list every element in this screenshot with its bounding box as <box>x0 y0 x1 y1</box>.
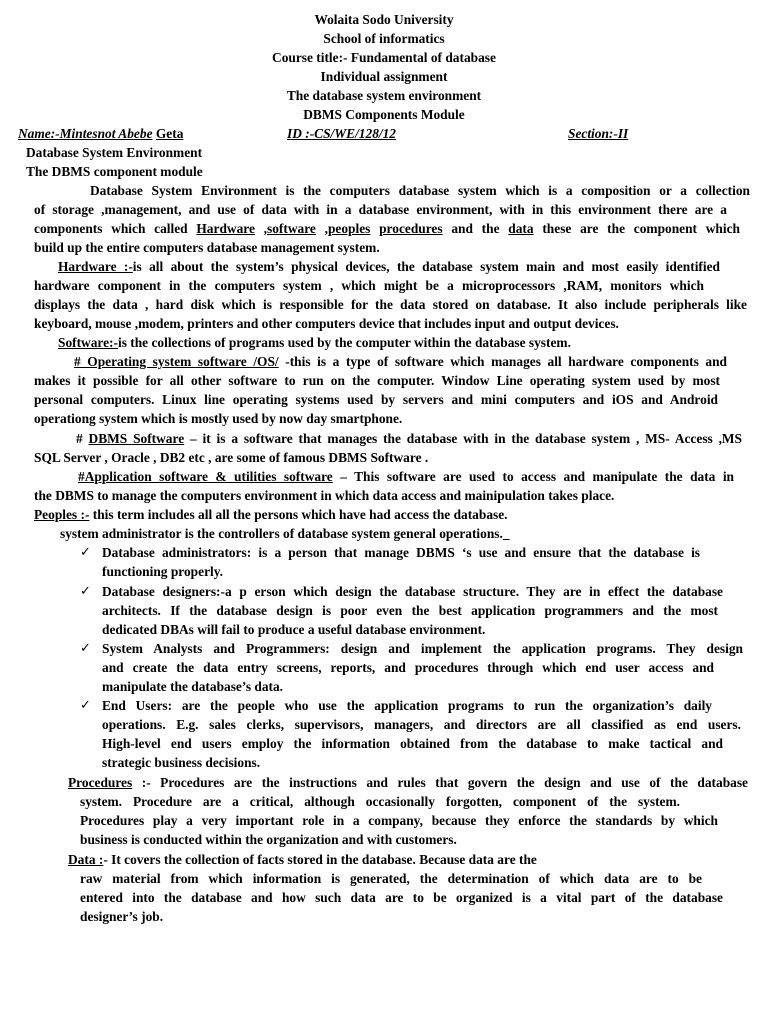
data-term: Data : <box>68 852 104 867</box>
intro-line: components which called Hardware ,software ,peoples procedures and the data these are the component which <box>34 221 740 236</box>
university-title: Wolaita Sodo University <box>314 12 454 27</box>
people-role-line: dedicated DBAs will fail to produce a useful database environment. <box>102 622 486 637</box>
procedures-line: system. Procedure are a critical, although occasionally forgotten, component of the system. <box>80 794 680 809</box>
hardware-line: hardware component in the computers system , which might be a microprocessors ,RAM, monitors which <box>34 278 704 293</box>
people-role-line: operations. E.g. sales clerks, supervisors, managers, and directors are all classified as end users. <box>102 717 741 732</box>
intro-line: build up the entire computers database management system. <box>34 240 380 255</box>
heading-module: The DBMS component module <box>26 164 203 179</box>
student-section: Section:-II <box>568 126 629 141</box>
dbms-line: # DBMS Software – it is a software that manages the database with in the database system , MS- Access ,MS <box>76 431 742 446</box>
intro-line: Database System Environment is the computers database system which is a composition or a collection <box>90 183 750 198</box>
people-role-line: and create the data entry screens, reports, and procedures through which end user access and <box>102 660 714 675</box>
os-term: # Operating system software /OS/ <box>74 354 279 369</box>
people-role-line: End Users: are the people who use the application programs to run the organization’s daily <box>102 698 712 713</box>
data-line: raw material from which information is generated, the determination of which data are to be <box>80 871 702 886</box>
os-line: operationg system which is mostly used by now day smartphone. <box>34 411 403 426</box>
assignment-type: Individual assignment <box>320 69 448 84</box>
people-role-line: strategic business decisions. <box>102 755 261 770</box>
student-id: ID :-CS/WE/128/12 <box>287 126 397 141</box>
people-role-line: System Analysts and Programmers: design and implement the application programs. They design <box>102 641 743 656</box>
data-line: designer’s job. <box>80 909 164 924</box>
people-role-line: manipulate the database’s data. <box>102 679 284 694</box>
check-icon: ✓ <box>80 698 91 713</box>
software-line: Software:-is the collections of programs used by the computer within the database system. <box>58 335 571 350</box>
heading-environment: Database System Environment <box>26 145 203 160</box>
peoples-line: Peoples :- this term includes all all the persons which have had access the database. <box>34 507 508 522</box>
course-title: Course title:- Fundamental of database <box>272 50 496 65</box>
peoples-term: Peoples :- <box>34 507 90 522</box>
term-peoples: peoples <box>327 221 371 236</box>
os-line: personal computers. Linux line operating systems used by servers and mini computers and iOS and Android <box>34 392 718 407</box>
app-software-line: the DBMS to manage the computers environment in which data access and mainipulation takes place. <box>34 488 615 503</box>
people-role-line: architects. If the database design is poor even the best application programmers and the most <box>102 603 718 618</box>
app-software-line: #Application software & utilities software – This software are used to access and manipulate the data in <box>78 469 734 484</box>
people-role-line: functioning properly. <box>102 564 224 579</box>
check-icon: ✓ <box>80 584 91 599</box>
procedures-line: Procedures :- Procedures are the instructions and rules that govern the design and use of the database <box>68 775 748 790</box>
term-procedures: procedures <box>379 221 443 236</box>
term-software: software <box>267 221 316 236</box>
os-line: # Operating system software /OS/ -this is a type of software which manages all hardware components and <box>74 354 727 369</box>
procedures-line: business is conducted within the organization and with customers. <box>80 832 457 847</box>
hardware-line: keyboard, mouse ,modem, printers and other computers device that includes input and output devices. <box>34 316 619 331</box>
assignment-topic: The database system environment <box>286 88 482 103</box>
module-title: DBMS Components Module <box>303 107 465 122</box>
intro-line: of storage ,management, and use of data with in a database environment, with in this environment there are a <box>34 202 727 217</box>
data-line: entered into the database and how such data are to be organized is a vital part of the database <box>80 890 723 905</box>
term-data: data <box>508 221 534 236</box>
people-role-line: Database designers:-a p erson which design the database structure. They are in effect the database <box>102 584 723 599</box>
school-name: School of informatics <box>323 31 445 46</box>
software-term: Software:- <box>58 335 118 350</box>
check-icon: ✓ <box>80 545 91 560</box>
app-software-term: #Application software & utilities software <box>78 469 333 484</box>
dbms-term: DBMS Software <box>88 431 185 446</box>
term-hardware: Hardware <box>196 221 255 236</box>
peoples-line: system administrator is the controllers of database system general operations._ <box>60 526 510 541</box>
student-name: Name:-Mintesnot Abebe Geta <box>18 126 184 141</box>
procedures-line: Procedures play a very important role in a company, because they enforce the standards by which <box>80 813 718 828</box>
hardware-term: Hardware :- <box>58 259 133 274</box>
people-role-line: Database administrators: is a person that manage DBMS ‘s use and ensure that the database is <box>102 545 700 560</box>
people-role-line: High-level end users employ the information obtained from the database to make tactical and <box>102 736 723 751</box>
os-line: makes it possible for all other software to run on the computer. Window Line operating system used by most <box>34 373 720 388</box>
data-line: Data :- It covers the collection of facts stored in the database. Because data are the <box>68 852 537 867</box>
procedures-term: Procedures <box>68 775 133 790</box>
check-icon: ✓ <box>80 641 91 656</box>
hardware-line: displays the data , hard disk which is responsible for the data stored on database. It also include peripherals like <box>34 297 747 312</box>
dbms-line: SQL Server , Oracle , DB2 etc , are some of famous DBMS Software . <box>34 450 429 465</box>
hardware-line: Hardware :-is all about the system’s physical devices, the database system main and most easily identified <box>58 259 720 274</box>
